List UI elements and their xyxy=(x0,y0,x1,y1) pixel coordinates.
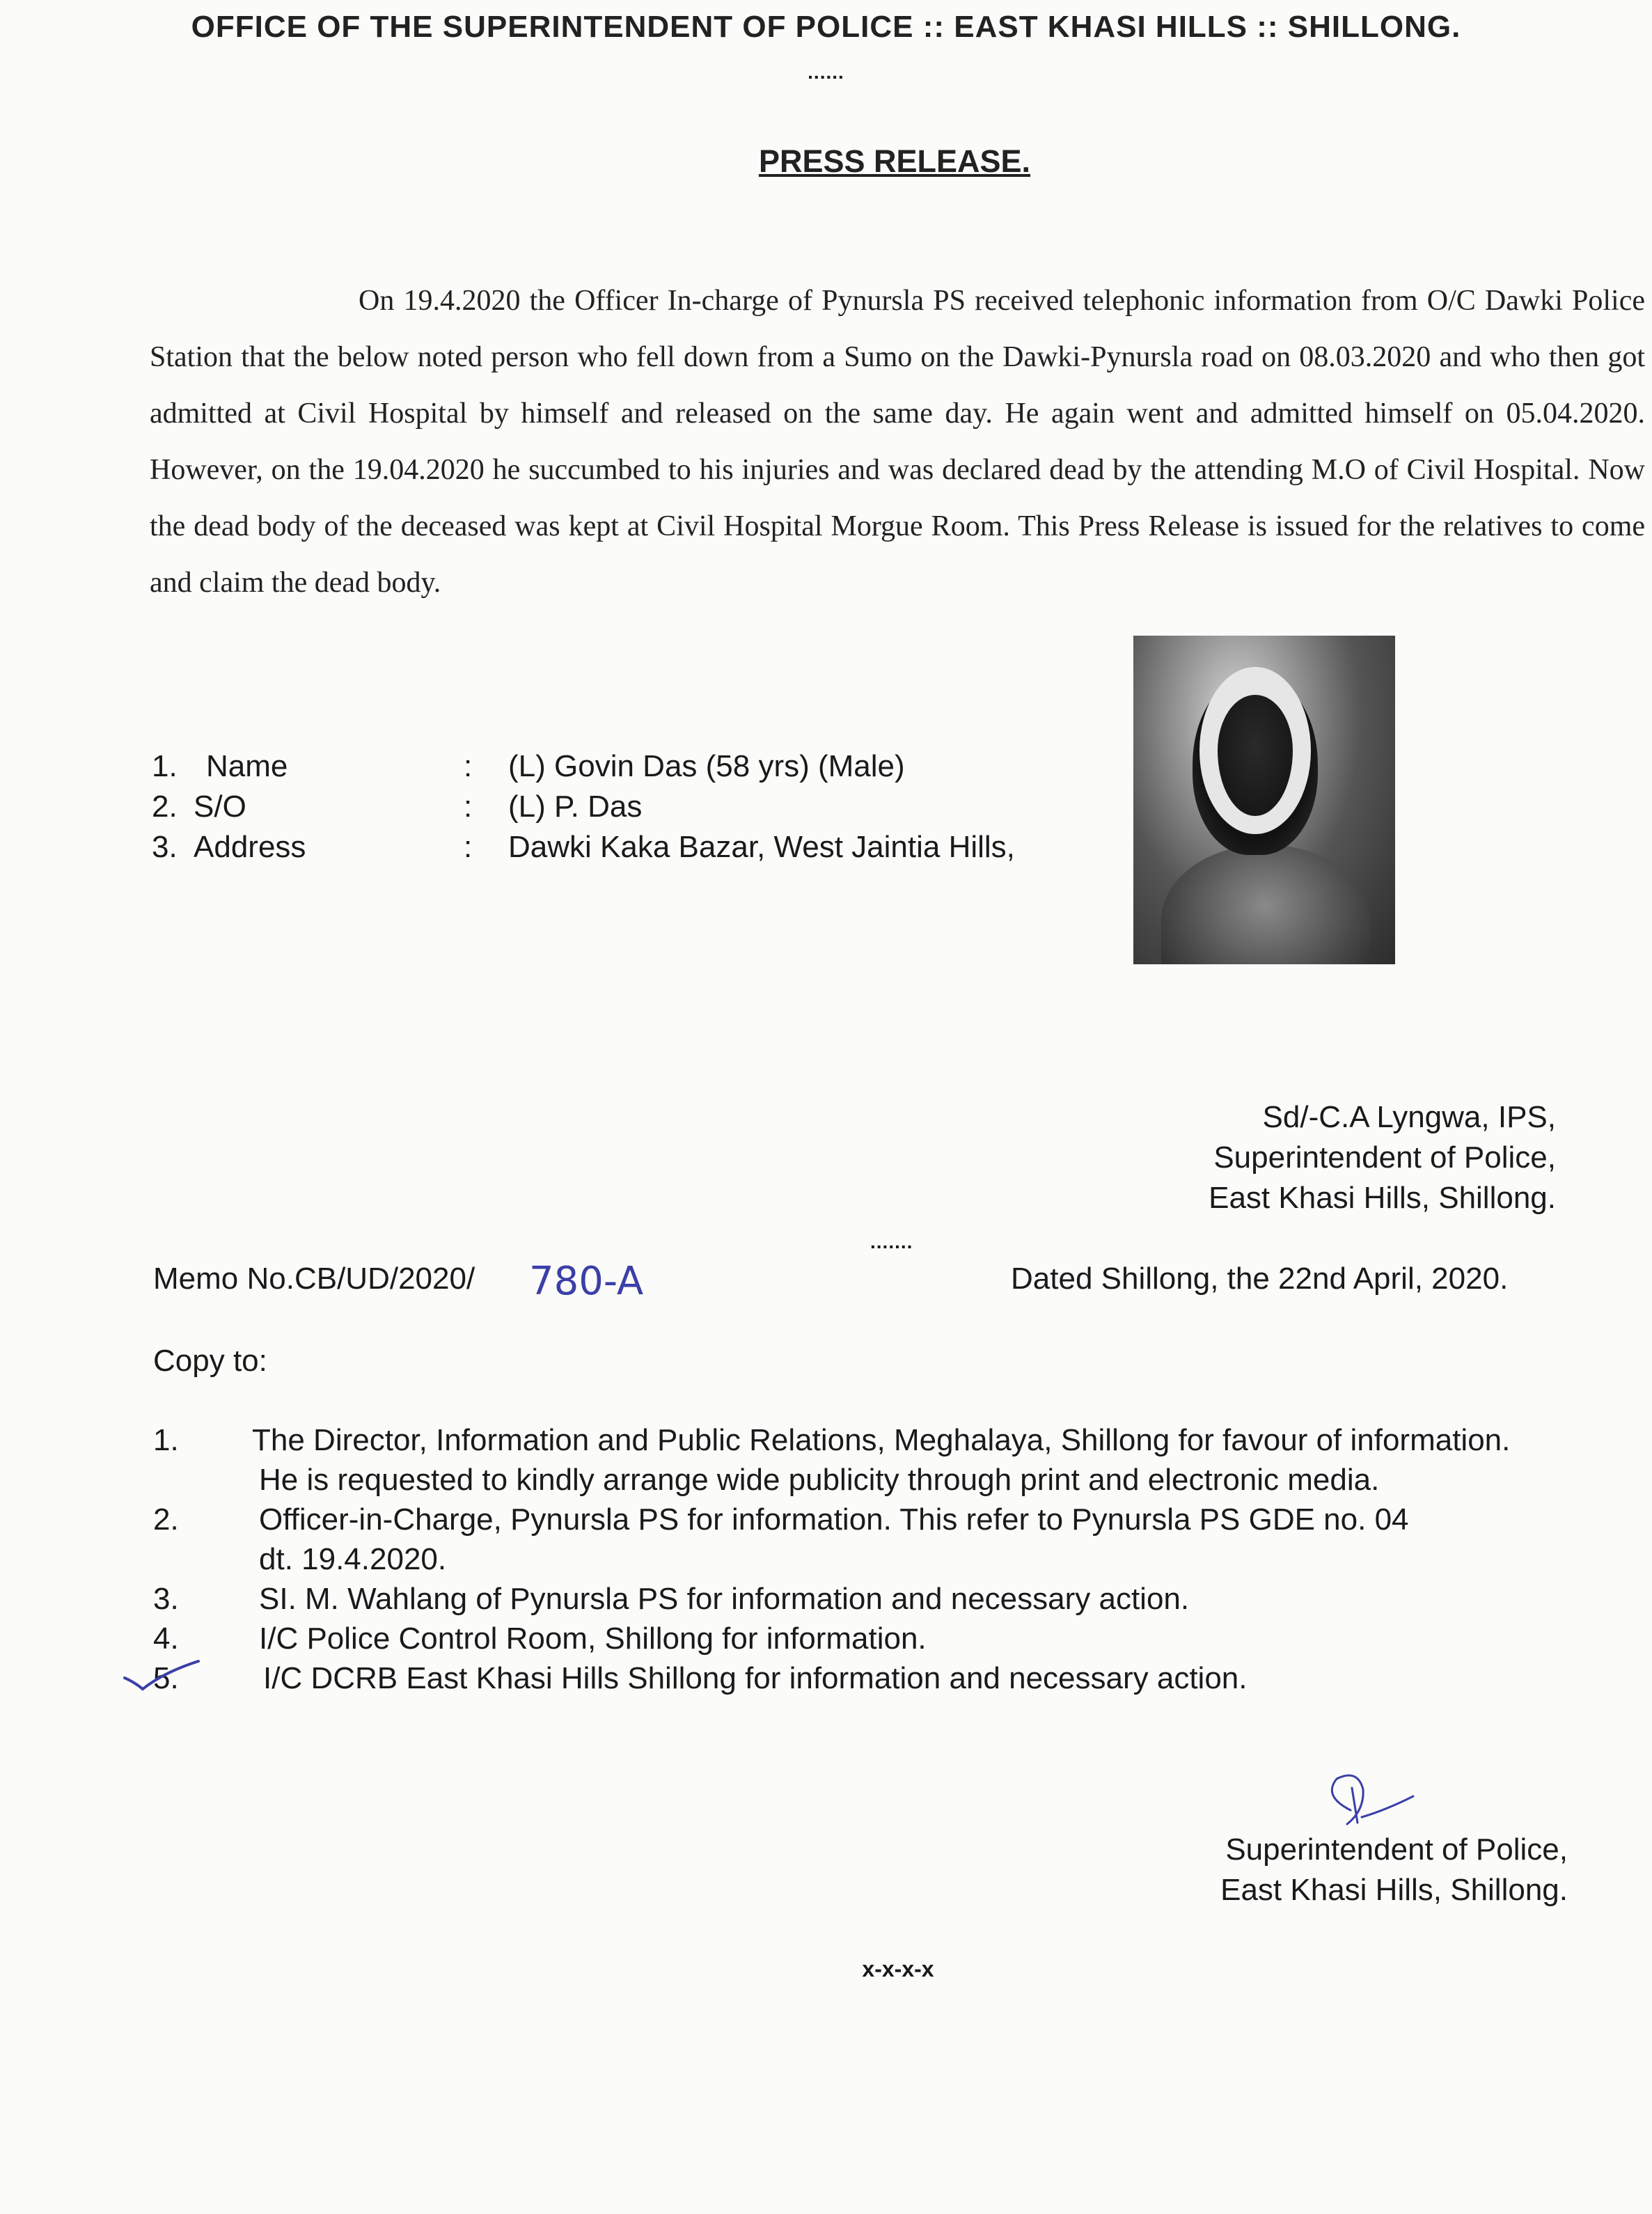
deceased-photo xyxy=(1133,636,1395,964)
detail-colon: : xyxy=(464,830,473,864)
header-dots: ...... xyxy=(808,61,844,83)
copy-item-line: He is requested to kindly arrange wide publicity through print and electronic media. xyxy=(259,1463,1380,1497)
copy-item-number: 3. xyxy=(153,1582,179,1616)
memo-number-label: Memo No.CB/UD/2020/ xyxy=(153,1262,475,1296)
handwritten-tick-mark xyxy=(122,1657,205,1699)
signature-block xyxy=(1178,1097,1556,1218)
copy-item-number: 2. xyxy=(153,1502,179,1537)
detail-number: 1. xyxy=(152,749,178,783)
photo-bandage-shape xyxy=(1199,667,1311,834)
copy-item-line: I/C Police Control Room, Shillong for information. xyxy=(259,1622,927,1656)
final-signature-line: Superintendent of Police, xyxy=(1225,1832,1568,1867)
copy-item-line: Officer-in-Charge, Pynursla PS for information. This refer to Pynursla PS GDE no. 04 xyxy=(259,1502,1409,1537)
signature-line: Superintendent of Police, xyxy=(1213,1140,1556,1175)
signature-line: East Khasi Hills, Shillong. xyxy=(1209,1181,1556,1215)
detail-number: 3. xyxy=(152,830,178,864)
detail-value: Dawki Kaka Bazar, West Jaintia Hills, xyxy=(508,830,1015,864)
detail-label: Name xyxy=(206,749,288,783)
end-mark: x-x-x-x xyxy=(862,1956,934,1981)
detail-colon: : xyxy=(464,749,473,783)
copy-item-number: 1. xyxy=(153,1423,179,1457)
copy-item-line: I/C DCRB East Khasi Hills Shillong for information and necessary action. xyxy=(263,1661,1248,1695)
copy-item-line: SI. M. Wahlang of Pynursla PS for information and necessary action. xyxy=(259,1582,1190,1616)
final-signature-line: East Khasi Hills, Shillong. xyxy=(1220,1873,1568,1907)
separator-dots: ....... xyxy=(870,1231,913,1253)
body-paragraph: On 19.4.2020 the Officer In-charge of Pynursla PS received telephonic information from O/C Dawki Police Station that the below noted person who fell down from a Sumo on the Dawki-Pynursla road on 08.03.2020 and who then got admitted at Civil Hospital by himself and released on the same day. He again went and admitted himself on 05.04.2020. However, on the 19.04.2020 he succumbed to his injuries and was declared dead by the attending M.O of Civil Hospital. Now the dead body of the deceased was kept at Civil Hospital Morgue Room. This Press Release is issued for the relatives to come and claim the dead body. xyxy=(150,285,1645,599)
copy-item-line: dt. 19.4.2020. xyxy=(259,1542,447,1576)
detail-label: Address xyxy=(194,830,306,864)
copy-item-number: 5. xyxy=(153,1661,179,1695)
photo-body-shape xyxy=(1161,845,1370,964)
office-header: OFFICE OF THE SUPERINTENDENT OF POLICE :: EAST KHASI HILLS :: SHILLONG. xyxy=(191,10,1461,44)
copy-item-line: The Director, Information and Public Relations, Meghalaya, Shillong for favour of information. xyxy=(252,1423,1511,1457)
detail-label: S/O xyxy=(194,790,246,824)
copy-to-heading: Copy to: xyxy=(153,1344,267,1378)
detail-value: (L) Govin Das (58 yrs) (Male) xyxy=(508,749,905,783)
detail-value: (L) P. Das xyxy=(508,790,643,824)
press-release-title: PRESS RELEASE. xyxy=(758,143,1031,179)
detail-number: 2. xyxy=(152,790,178,824)
memo-handwritten-number: 780-A xyxy=(529,1259,644,1304)
dated-line: Dated Shillong, the 22nd April, 2020. xyxy=(1011,1262,1509,1296)
detail-colon: : xyxy=(464,790,473,824)
signature-line: Sd/-C.A Lyngwa, IPS, xyxy=(1262,1100,1556,1134)
final-signature-block xyxy=(1189,1830,1568,1910)
copy-item-number: 4. xyxy=(153,1622,179,1656)
